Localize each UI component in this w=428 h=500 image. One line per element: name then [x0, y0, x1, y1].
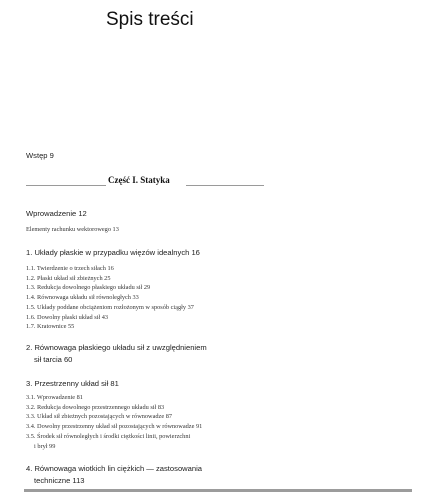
chapter-3-title[interactable]: 3. Przestrzenny układ sił 81 — [26, 379, 119, 388]
subsection-1-7[interactable]: 1.7. Kratownice 55 — [26, 323, 75, 331]
toc-entry-vector-calc[interactable]: Elementy rachunku wektorowego 13 — [26, 226, 119, 233]
chapter-2-title-line2[interactable]: sił tarcia 60 — [34, 355, 73, 364]
toc-entry-intro[interactable]: Wstęp 9 — [26, 151, 54, 160]
subsection-1-1[interactable]: 1.1. Twierdzenie o trzech siłach 16 — [26, 265, 114, 272]
chapter-4-title-line1[interactable]: 4. Równowaga wiotkich lin ciężkich — zastosowania — [26, 464, 203, 473]
page-bottom-rule — [24, 489, 412, 492]
subsection-3-1[interactable]: 3.1. Wprowadzenie 81 — [26, 394, 83, 401]
subsection-3-5-line1[interactable]: 3.5. Środek sił równoległych i środki ciężkości linii, powierzchni — [26, 432, 191, 440]
subsection-3-2[interactable]: 3.2. Redukcja dowolnego przestrzennego układu sił 83 — [26, 403, 165, 411]
chapter-4-title-line2[interactable]: techniczne 113 — [34, 476, 85, 485]
subsection-3-4[interactable]: 3.4. Dowolny przestrzenny układ sił pozostających w równowadze 91 — [26, 423, 203, 431]
page-title: Spis treści — [106, 9, 194, 30]
subsection-1-2[interactable]: 1.2. Płaski układ sił zbieżnych 25 — [26, 274, 111, 282]
subsection-3-5-line2[interactable]: i brył 99 — [34, 442, 56, 450]
subsection-3-3[interactable]: 3.3. Układ sił zbieżnych pozostających w równowadze 87 — [26, 413, 173, 421]
subsection-1-6[interactable]: 1.6. Dowolny płaski układ sił 43 — [26, 313, 109, 321]
subsection-1-5[interactable]: 1.5. Układy poddane obciążeniom rozłożonym w sposób ciągły 37 — [26, 303, 194, 311]
chapter-1-title[interactable]: 1. Układy płaskie w przypadku więzów idealnych 16 — [26, 248, 200, 257]
part-rule-left — [26, 185, 106, 186]
toc-entry-introduction[interactable]: Wprowadzenie 12 — [26, 209, 87, 218]
part-rule-right — [186, 185, 264, 186]
part-heading — [26, 175, 264, 189]
part-title: Część I. Statyka — [108, 175, 170, 185]
subsection-1-3[interactable]: 1.3. Redukcja dowolnego płaskiego układu sił 29 — [26, 284, 151, 292]
subsection-1-4[interactable]: 1.4. Równowaga układu sił równoległych 33 — [26, 294, 139, 302]
chapter-1-subsections — [26, 264, 194, 332]
chapter-3-subsections — [26, 393, 202, 451]
chapter-2-title-line1[interactable]: 2. Równowaga płaskiego układu sił z uwzględnieniem — [26, 343, 207, 352]
